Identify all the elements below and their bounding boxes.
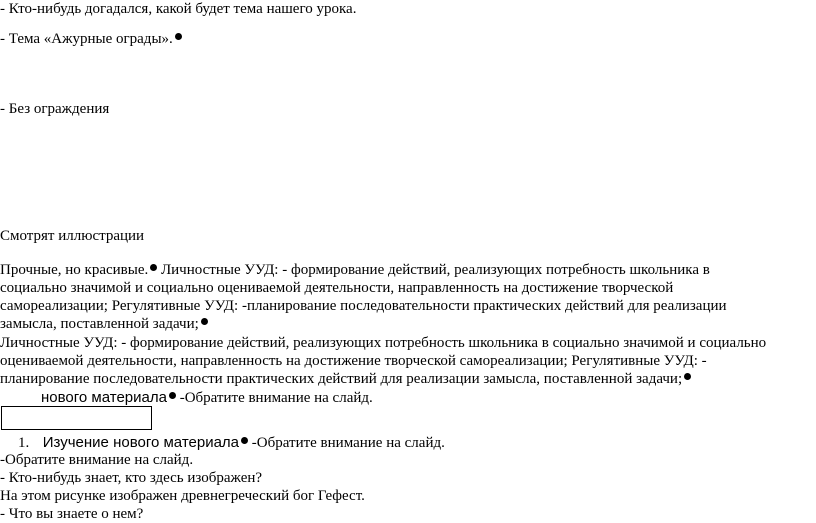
paragraph-line: самореализации; Регулятивные УУД: -планирование последовательности практических действий для реализации [0,298,727,314]
question-who: - Кто-нибудь знает, кто здесь изображен? [0,470,263,486]
hephaestus-statement: На этом рисунке изображен древнегреческий бог Гефест. [0,488,365,504]
paragraph-line: Прочные, но красивые. Личностные УУД: - формирование действий, реализующих потребность школьника в [0,262,710,278]
bullet-icon [241,437,248,444]
paragraph-line: Личностные УУД: - формирование действий, реализующих потребность школьника в социально значимой и социально [0,335,767,351]
answer-without-fence: - Без ограждения [0,101,110,117]
paragraph-line: планирование последовательности практических действий для реализации замысла, поставленной задачи; [0,371,691,388]
question-what-know: - Что вы знаете о нем? [0,506,144,522]
bullet-icon [175,33,182,40]
lesson-topic: - Тема «Ажурные ограды». [0,31,182,48]
paragraph-line: замысла, поставленной задачи; [0,316,208,333]
paragraph-line: оцениваемой деятельности, направленность на достижение творческой самореализации; Регулятивные УУД: - [0,353,707,369]
bullet-icon [201,318,208,325]
question-topic-guess: - Кто-нибудь догадался, какой будет тема нашего урока. [0,1,357,17]
paragraph-line: социально значимой и социально оцениваемой деятельности, направленность на достижение творческой [0,280,674,296]
numbered-item: 1. Изучение нового материала -Обратите внимание на слайд. [18,434,445,451]
bullet-icon [684,373,691,380]
empty-frame [1,406,152,430]
look-at-illustrations: Смотрят иллюстрации [0,228,145,244]
bullet-icon [169,392,176,399]
new-material-line: нового материала -Обратите внимание на слайд. [41,389,373,406]
paragraph-line: -Обратите внимание на слайд. [0,452,194,468]
